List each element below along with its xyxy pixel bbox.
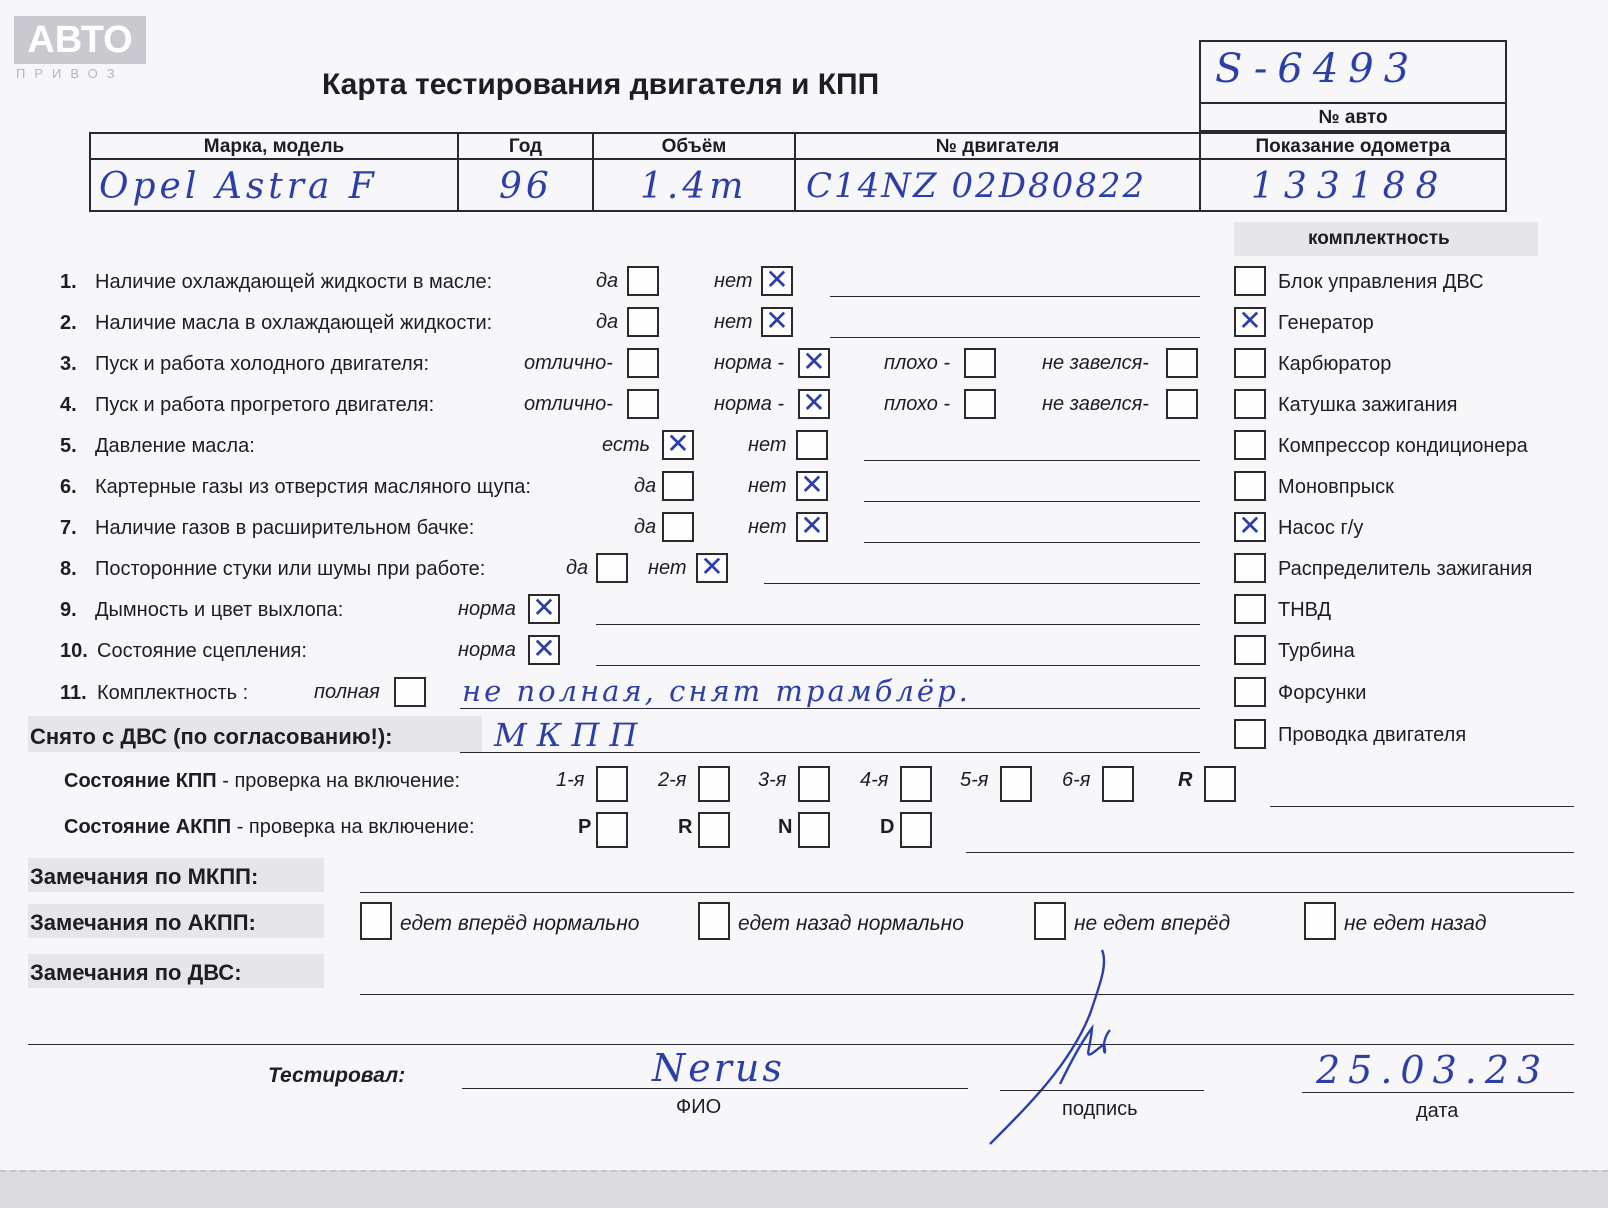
akpp-no-forward-checkbox[interactable] xyxy=(1034,902,1066,940)
akpp-forward-ok-checkbox[interactable] xyxy=(360,902,392,940)
completeness-note: не полная, снят трамблёр. xyxy=(462,674,971,708)
option-label: отлично- xyxy=(524,352,613,374)
q3-bad-checkbox[interactable] xyxy=(964,348,996,378)
kit-title: комплектность xyxy=(1308,228,1450,249)
kit-checkbox[interactable] xyxy=(1234,594,1266,624)
removed-line[interactable] xyxy=(460,752,1200,753)
option-label: да xyxy=(634,475,657,497)
q7-no-checkbox[interactable] xyxy=(796,509,828,542)
col-header-year: Год xyxy=(508,136,543,157)
q9-notes-line[interactable] xyxy=(596,624,1200,625)
value-model: Opel Astra F xyxy=(99,166,378,207)
mode-p-checkbox[interactable] xyxy=(596,812,628,848)
check-mark: ✕ xyxy=(1238,304,1262,337)
q10-notes-line[interactable] xyxy=(596,665,1200,666)
gear-6-checkbox[interactable] xyxy=(1102,766,1134,802)
mode-r-checkbox[interactable] xyxy=(698,812,730,848)
gear-label: 3-я xyxy=(758,769,787,791)
akpp-option-label: не едет вперёд xyxy=(1074,912,1231,935)
logo-subtitle: ПРИВОЗ xyxy=(16,66,124,81)
option-label: нет xyxy=(748,434,787,456)
option-label: норма - xyxy=(714,352,785,374)
q1-yes-checkbox[interactable] xyxy=(627,266,659,296)
q6-no-checkbox[interactable] xyxy=(796,468,828,501)
gear-r-checkbox[interactable] xyxy=(1204,766,1236,802)
kit-checkbox[interactable] xyxy=(1234,348,1266,378)
option-label: не завелся- xyxy=(1042,352,1149,374)
q4-excellent-checkbox[interactable] xyxy=(627,389,659,419)
kit-item-label: Насос г/у xyxy=(1278,517,1364,539)
q2-yes-checkbox[interactable] xyxy=(627,307,659,337)
question-number: 5. xyxy=(60,435,77,457)
value-cell xyxy=(592,158,796,212)
tester-name: Nerus xyxy=(652,1046,785,1090)
check-mark: ✕ xyxy=(802,386,826,419)
kit-item-label: Катушка зажигания xyxy=(1278,394,1458,416)
col-header-cell xyxy=(457,132,594,160)
q9-normal-checkbox[interactable] xyxy=(528,591,560,624)
mode-d-checkbox[interactable] xyxy=(900,812,932,848)
value-year: 96 xyxy=(499,166,553,207)
option-label: нет xyxy=(748,475,787,497)
col-header-cell xyxy=(89,132,459,160)
question-text: Комплектность : xyxy=(97,682,249,704)
option-label: есть xyxy=(602,434,651,456)
value-cell xyxy=(794,158,1201,212)
question-text: Посторонние стуки или шумы при работе: xyxy=(95,558,486,580)
option-label: нет xyxy=(714,311,753,333)
question-text: Наличие масла в охлаждающей жидкости: xyxy=(95,312,493,334)
check-mark: ✕ xyxy=(800,468,824,501)
name-caption: ФИО xyxy=(676,1096,722,1118)
date-caption: дата xyxy=(1416,1100,1459,1122)
removed-value: МКПП xyxy=(494,716,648,754)
check-mark: ✕ xyxy=(666,427,690,460)
col-header-volume: Объём xyxy=(661,136,727,157)
option-label: плохо - xyxy=(884,393,951,415)
question-number: 1. xyxy=(60,271,77,293)
gear-4-checkbox[interactable] xyxy=(900,766,932,802)
question-text: Пуск и работа прогретого двигателя: xyxy=(95,394,435,416)
q3-excellent-checkbox[interactable] xyxy=(627,348,659,378)
gear-2-checkbox[interactable] xyxy=(698,766,730,802)
remarks-dvs-label: Замечания по ДВС: xyxy=(30,960,242,985)
question-text: Состояние сцепления: xyxy=(97,640,307,662)
signature-caption: подпись xyxy=(1062,1098,1138,1120)
remarks-extra-line[interactable] xyxy=(28,1044,1574,1045)
q1-notes-line[interactable] xyxy=(830,296,1200,297)
question-number: 10. xyxy=(60,640,88,662)
kit-item-label: Блок управления ДВС xyxy=(1278,271,1484,293)
q4-bad-checkbox[interactable] xyxy=(964,389,996,419)
kit-checkbox[interactable] xyxy=(1234,471,1266,501)
value-cell xyxy=(89,158,459,212)
kit-checkbox[interactable] xyxy=(1234,509,1266,542)
option-label: плохо - xyxy=(884,352,951,374)
col-header-cell xyxy=(592,132,796,160)
kit-item-label: Компрессор кондиционера xyxy=(1278,435,1528,457)
gear-label: 2-я xyxy=(658,769,687,791)
q11-complete-checkbox[interactable] xyxy=(394,677,426,707)
gear-1-checkbox[interactable] xyxy=(596,766,628,802)
option-label: нет xyxy=(714,270,753,292)
col-header-odometer: Показание одометра xyxy=(1255,136,1451,157)
col-header-cell xyxy=(1199,132,1507,160)
gear-label: 1-я xyxy=(556,769,585,791)
q6-yes-checkbox[interactable] xyxy=(662,471,694,501)
check-mark: ✕ xyxy=(765,263,789,296)
col-header-model: Марка, модель xyxy=(203,136,345,157)
q7-notes-line[interactable] xyxy=(864,542,1200,543)
kit-checkbox[interactable] xyxy=(1234,719,1266,749)
q11-notes-line[interactable] xyxy=(460,708,1200,709)
check-mark: ✕ xyxy=(1238,509,1262,542)
auto-id-label-cell xyxy=(1199,102,1507,132)
remarks-mkpp-line[interactable] xyxy=(360,892,1574,893)
option-label: да xyxy=(566,557,589,579)
option-label: норма - xyxy=(714,393,785,415)
question-number: 8. xyxy=(60,558,77,580)
mode-label: D xyxy=(880,816,895,838)
gear-label: R xyxy=(1178,769,1193,791)
option-label: норма xyxy=(458,639,516,661)
question-text: Картерные газы из отверстия масляного щупа: xyxy=(95,476,531,498)
q3-no-start-checkbox[interactable] xyxy=(1166,348,1198,378)
mode-label: N xyxy=(778,816,793,838)
kpp-notes-line[interactable] xyxy=(1270,806,1574,807)
kit-item-label: Форсунки xyxy=(1278,682,1367,704)
question-number: 9. xyxy=(60,599,77,621)
test-date: 25.03.23 xyxy=(1316,1048,1550,1092)
kit-item-label: Карбюратор xyxy=(1278,353,1392,375)
kit-checkbox[interactable] xyxy=(1234,553,1266,583)
check-mark: ✕ xyxy=(532,632,556,665)
removed-label: Снято с ДВС (по согласованию!): xyxy=(30,724,393,749)
kit-item-label: Моновпрыск xyxy=(1278,476,1394,498)
question-text: Дымность и цвет выхлопа: xyxy=(95,599,344,621)
option-label: нет xyxy=(748,516,787,538)
question-number: 4. xyxy=(60,394,77,416)
logo: АВТО xyxy=(14,16,146,64)
q10-normal-checkbox[interactable] xyxy=(528,632,560,665)
auto-id-box xyxy=(1199,40,1507,104)
signature-line[interactable] xyxy=(1000,1090,1204,1091)
col-header-engine: № двигателя xyxy=(935,136,1060,157)
question-text: Наличие охлаждающей жидкости в масле: xyxy=(95,271,493,293)
gear-5-checkbox[interactable] xyxy=(1000,766,1032,802)
q8-no-checkbox[interactable] xyxy=(696,550,728,583)
kit-item-label: Турбина xyxy=(1278,640,1355,662)
akpp-option-label: едет назад нормально xyxy=(738,912,964,935)
value-volume: 1.4m xyxy=(640,166,748,207)
kit-checkbox[interactable] xyxy=(1234,266,1266,296)
question-number: 3. xyxy=(60,353,77,375)
kit-item-label: Распределитель зажигания xyxy=(1278,558,1533,580)
remarks-akpp-label: Замечания по АКПП: xyxy=(30,910,256,935)
gear-3-checkbox[interactable] xyxy=(798,766,830,802)
option-label: полная xyxy=(314,681,380,703)
q1-no-checkbox[interactable] xyxy=(761,263,793,296)
value-odometer: 133188 xyxy=(1251,166,1449,207)
col-header-cell xyxy=(794,132,1201,160)
option-label: отлично- xyxy=(524,393,613,415)
auto-id-label: № авто xyxy=(1318,107,1388,128)
option-label: норма xyxy=(458,598,516,620)
value-cell xyxy=(1199,158,1507,212)
q6-notes-line[interactable] xyxy=(864,501,1200,502)
value-engine-number: C14NZ 02D80822 xyxy=(806,166,1147,206)
remarks-mkpp-label: Замечания по МКПП: xyxy=(30,864,259,889)
q4-normal-checkbox[interactable] xyxy=(798,386,830,419)
gear-label: 4-я xyxy=(860,769,889,791)
date-line[interactable] xyxy=(1302,1092,1574,1093)
kit-checkbox[interactable] xyxy=(1234,304,1266,337)
q5-yes-checkbox[interactable] xyxy=(662,427,694,460)
check-mark: ✕ xyxy=(765,304,789,337)
check-mark: ✕ xyxy=(802,345,826,378)
kpp-label: Состояние КПП - проверка на включение: xyxy=(64,770,461,792)
q3-normal-checkbox[interactable] xyxy=(798,345,830,378)
akpp-option-label: не едет назад xyxy=(1344,912,1487,935)
q7-yes-checkbox[interactable] xyxy=(662,512,694,542)
q2-notes-line[interactable] xyxy=(830,337,1200,338)
question-number: 11. xyxy=(60,682,87,704)
akpp-option-label: едет вперёд нормально xyxy=(400,912,640,935)
akpp-reverse-ok-checkbox[interactable] xyxy=(698,902,730,940)
question-text: Наличие газов в расширительном бачке: xyxy=(95,517,475,539)
question-text: Пуск и работа холодного двигателя: xyxy=(95,353,430,375)
gear-label: 5-я xyxy=(960,769,989,791)
kit-checkbox[interactable] xyxy=(1234,430,1266,460)
mode-n-checkbox[interactable] xyxy=(798,812,830,848)
q4-no-start-checkbox[interactable] xyxy=(1166,389,1198,419)
question-text: Давление масла: xyxy=(95,435,255,457)
akpp-notes-line[interactable] xyxy=(966,852,1574,853)
q5-notes-line[interactable] xyxy=(864,460,1200,461)
kit-checkbox[interactable] xyxy=(1234,677,1266,707)
gear-label: 6-я xyxy=(1062,769,1091,791)
option-label: да xyxy=(634,516,657,538)
check-mark: ✕ xyxy=(800,509,824,542)
question-number: 2. xyxy=(60,312,77,334)
option-label: не завелся- xyxy=(1042,393,1149,415)
check-mark: ✕ xyxy=(700,550,724,583)
kit-item-label: Генератор xyxy=(1278,312,1374,334)
page-title: Карта тестирования двигателя и КПП xyxy=(322,68,880,101)
kit-item-label: Проводка двигателя xyxy=(1278,724,1467,746)
akpp-label: Состояние АКПП - проверка на включение: xyxy=(64,816,475,838)
name-line[interactable] xyxy=(462,1088,968,1089)
torn-paper-edge xyxy=(0,1170,1608,1208)
signature xyxy=(980,944,1170,1154)
question-number: 7. xyxy=(60,517,77,539)
q8-notes-line[interactable] xyxy=(764,583,1200,584)
akpp-no-reverse-checkbox[interactable] xyxy=(1304,902,1336,940)
value-cell xyxy=(457,158,594,212)
q8-yes-checkbox[interactable] xyxy=(596,553,628,583)
kit-checkbox[interactable] xyxy=(1234,389,1266,419)
q5-no-checkbox[interactable] xyxy=(796,430,828,460)
question-number: 6. xyxy=(60,476,77,498)
q2-no-checkbox[interactable] xyxy=(761,304,793,337)
mode-label: R xyxy=(678,816,693,838)
kit-checkbox[interactable] xyxy=(1234,635,1266,665)
option-label: нет xyxy=(648,557,687,579)
check-mark: ✕ xyxy=(532,591,556,624)
option-label: да xyxy=(596,270,619,292)
tested-label: Тестировал: xyxy=(268,1064,406,1087)
kit-item-label: ТНВД xyxy=(1278,599,1332,621)
option-label: да xyxy=(596,311,619,333)
auto-id-value: S-6493 xyxy=(1215,46,1420,92)
remarks-dvs-line[interactable] xyxy=(360,994,1574,995)
mode-label: P xyxy=(578,816,592,838)
